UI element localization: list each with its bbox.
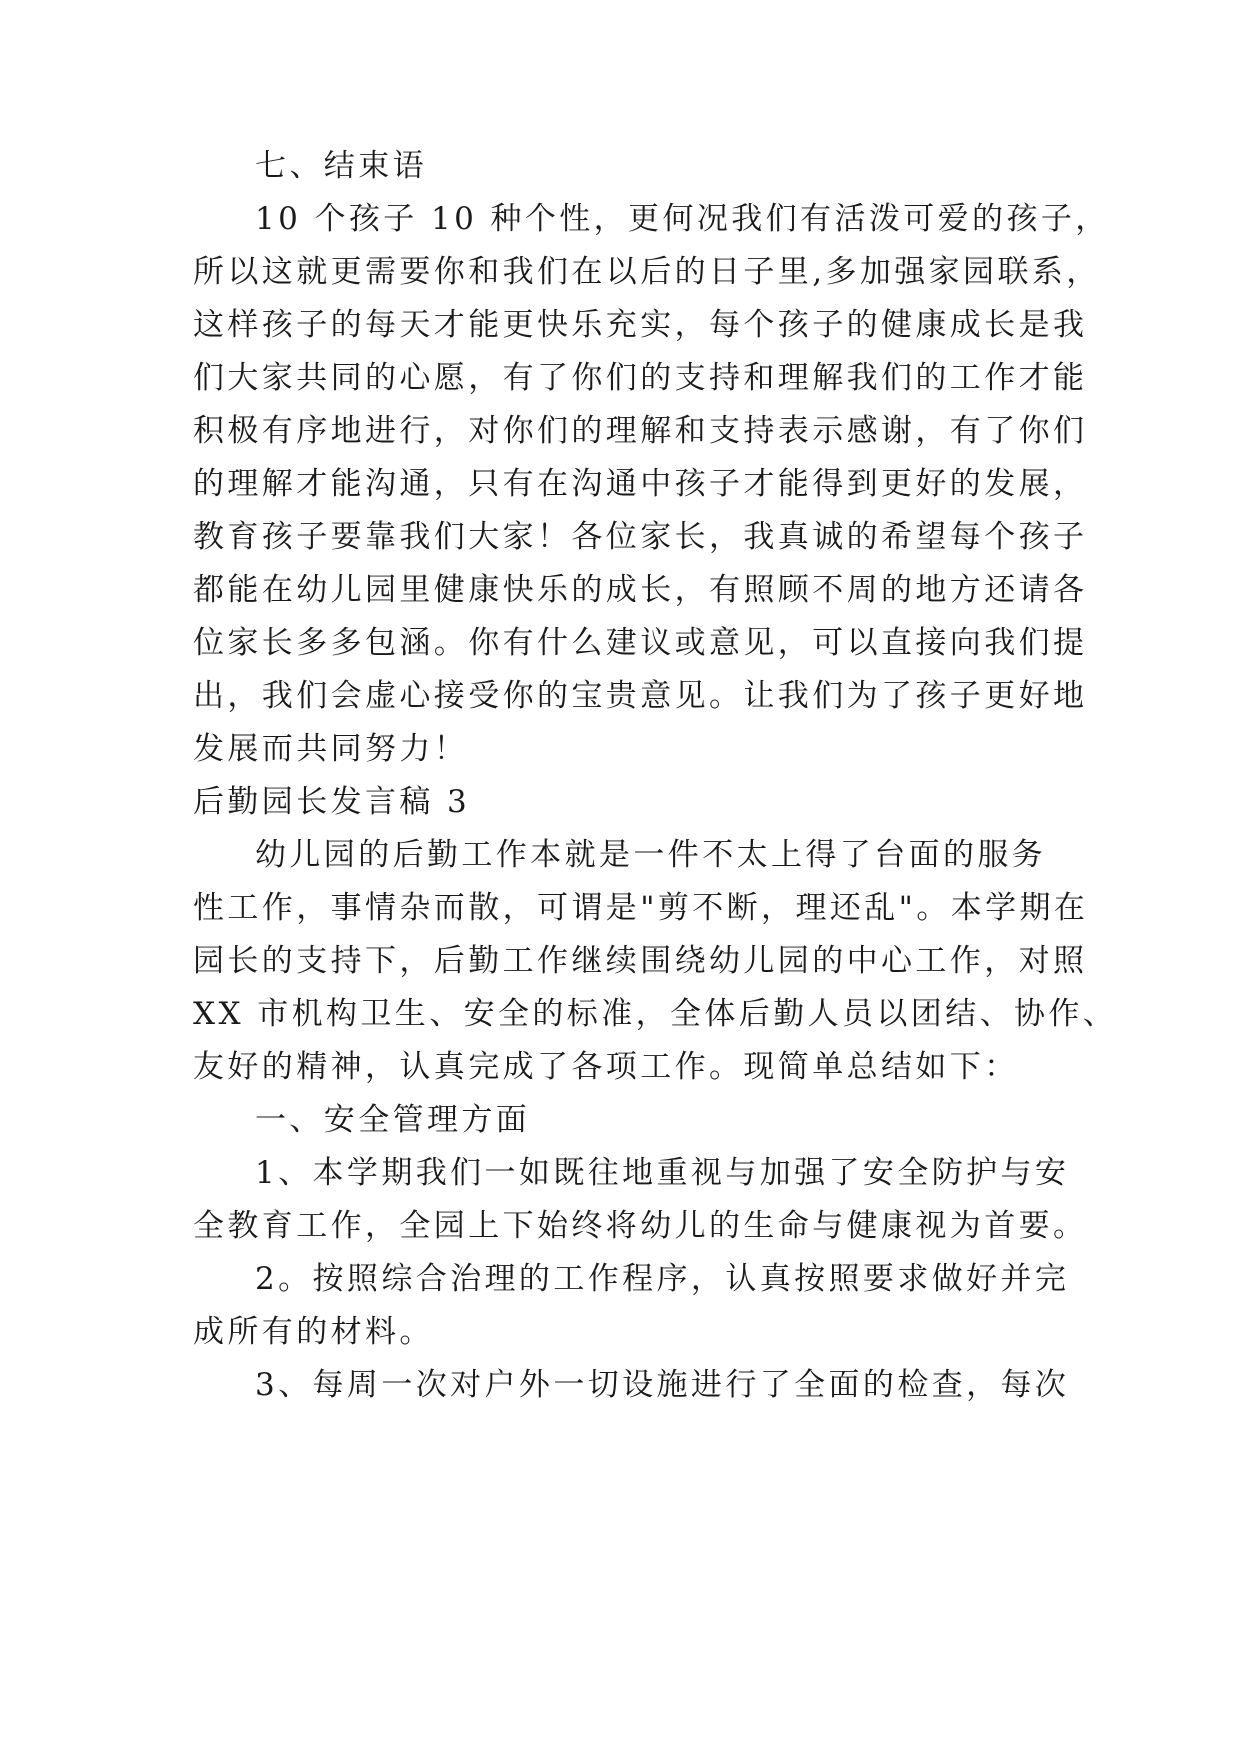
paragraph-line: 教育孩子要靠我们大家！各位家长，我真诚的希望每个孩子 bbox=[193, 519, 1088, 555]
paragraph-line: 所以这就更需要你和我们在以后的日子里,多加强家园联系， bbox=[193, 254, 1101, 290]
paragraph-line: 1、本学期我们一如既往地重视与加强了安全防护与安 bbox=[255, 1155, 1070, 1191]
paragraph-line: 2。按照综合治理的工作程序，认真按照要求做好并完 bbox=[255, 1261, 1070, 1297]
paragraph-line: 3、每周一次对户外一切设施进行了全面的检查，每次 bbox=[255, 1367, 1070, 1403]
paragraph-line: 成所有的材料。 bbox=[193, 1314, 434, 1350]
speech-title: 后勤园长发言稿 3 bbox=[193, 784, 471, 820]
paragraph-line: 友好的精神，认真完成了各项工作。现简单总结如下： bbox=[193, 1049, 1019, 1085]
section-heading: 七、结束语 bbox=[255, 148, 427, 184]
paragraph-line: 园长的支持下，后勤工作继续围绕幼儿园的中心工作，对照 bbox=[193, 943, 1088, 979]
paragraph-line: 都能在幼儿园里健康快乐的成长，有照顾不周的地方还请各 bbox=[193, 572, 1088, 608]
section-heading: 一、安全管理方面 bbox=[255, 1102, 531, 1138]
paragraph-line: 这样孩子的每天才能更快乐充实，每个孩子的健康成长是我 bbox=[193, 307, 1088, 343]
paragraph-line: 全教育工作，全园上下始终将幼儿的生命与健康视为首要。 bbox=[193, 1208, 1088, 1244]
paragraph-line: 的理解才能沟通，只有在沟通中孩子才能得到更好的发展， bbox=[193, 466, 1088, 502]
paragraph-line: 性工作，事情杂而散，可谓是"剪不断，理还乱"。本学期在 bbox=[193, 890, 1089, 926]
paragraph-line: 出，我们会虚心接受你的宝贵意见。让我们为了孩子更好地 bbox=[193, 678, 1088, 714]
paragraph-line: 幼儿园的后勤工作本就是一件不太上得了台面的服务 bbox=[255, 837, 1047, 873]
paragraph-line: 位家长多多包涵。你有什么建议或意见，可以直接向我们提 bbox=[193, 625, 1088, 661]
paragraph-line: 10 个孩子 10 种个性，更何况我们有活泼可爱的孩子， bbox=[255, 201, 1110, 237]
paragraph-line: XX 市机构卫生、安全的标准，全体后勤人员以团结、协作、 bbox=[193, 996, 1118, 1032]
paragraph-line: 积极有序地进行，对你们的理解和支持表示感谢，有了你们 bbox=[193, 413, 1088, 449]
paragraph-line: 发展而共同努力！ bbox=[193, 731, 469, 767]
paragraph-line: 们大家共同的心愿，有了你们的支持和理解我们的工作才能 bbox=[193, 360, 1088, 396]
